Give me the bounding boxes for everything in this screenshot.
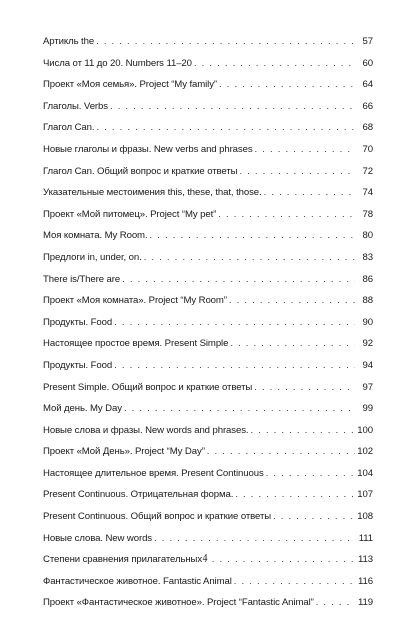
toc-entry-page: 107: [357, 489, 373, 501]
toc-leader-dots: [144, 252, 355, 263]
toc-entry-title: Настоящее длительное время. Present Continuous: [43, 467, 264, 479]
toc-entry: [43, 468, 373, 490]
toc-entry: [43, 122, 373, 144]
toc-entry-title: Настоящее простое время. Present Simple: [43, 338, 229, 350]
toc-leader-dots: [124, 403, 355, 414]
toc-leader-dots: [110, 101, 355, 112]
toc-entry: [43, 576, 373, 598]
toc-entry-title: Фантастическое животное. Fantastic Animal: [43, 575, 232, 587]
toc-leader-dots: [230, 338, 355, 349]
toc-leader-dots: [96, 36, 355, 47]
toc-entry-page: 70: [362, 143, 373, 155]
toc-entry-page: 99: [362, 403, 373, 415]
toc-entry-page: 116: [358, 575, 373, 587]
toc-entry-title: Проект «Мой питомец». Project “My pet”: [43, 208, 217, 220]
toc-entry: [43, 166, 373, 188]
toc-entry-page: 72: [362, 165, 373, 177]
toc-entry-title: Проект «Фантастическое животное». Project “Fantastic Animal”: [43, 597, 314, 609]
toc-leader-dots: [250, 425, 355, 436]
toc-entry: [43, 403, 373, 425]
toc-entry-title: Артикль the: [43, 36, 95, 47]
toc-entry-page: 64: [362, 79, 373, 91]
toc-leader-dots: [218, 209, 355, 220]
toc-entry-page: 66: [362, 100, 373, 112]
toc-entry-title: Новые слова. New words: [43, 532, 152, 544]
toc-leader-dots: [122, 274, 355, 285]
toc-entry-page: 92: [362, 338, 373, 350]
toc-leader-dots: [255, 144, 355, 155]
toc-entry-title: Проект «Мой День». Project “My Day”: [43, 446, 205, 458]
toc-leader-dots: [264, 187, 355, 198]
toc-entry: [43, 230, 373, 252]
toc-entry-page: 94: [362, 359, 373, 371]
page-number: 4: [202, 553, 208, 564]
toc-leader-dots: [194, 58, 355, 69]
toc-leader-dots: [266, 468, 355, 479]
toc-leader-dots: [234, 576, 355, 587]
toc-entry: [43, 58, 373, 80]
toc-entry-title: Продукты. Food: [43, 316, 113, 328]
toc-entry: [43, 597, 373, 619]
toc-entry: [43, 338, 373, 360]
toc-entry-title: Моя комната. My Room.: [43, 230, 148, 242]
toc-entry: [43, 274, 373, 296]
toc-entry-page: 57: [362, 36, 373, 47]
toc-entry: [43, 101, 373, 123]
toc-entry: [43, 360, 373, 382]
toc-entry-title: Новые глаголы и фразы. New verbs and phrases: [43, 143, 253, 155]
toc-leader-dots: [239, 166, 355, 177]
toc-leader-dots: [254, 382, 355, 393]
toc-entry-title: Проект «Моя семья». Project “My family”: [43, 79, 218, 91]
toc-entry: [43, 295, 373, 317]
toc-leader-dots: [114, 317, 355, 328]
toc-entry-title: Глагол Can.: [43, 122, 95, 134]
toc-entry-page: 100: [357, 424, 373, 436]
toc-entry-page: 108: [357, 511, 373, 523]
toc-entry-page: 68: [362, 122, 373, 134]
toc-entry-title: Present Continuous. Общий вопрос и краткие ответы: [43, 511, 272, 523]
toc-entry-title: Проект «Моя комната». Project “My Room”: [43, 295, 227, 307]
toc-entry: [43, 187, 373, 209]
toc-entry-page: 119: [358, 597, 373, 609]
toc-leader-dots: [154, 533, 355, 544]
toc-entry-title: Предлоги in, under, on.: [43, 251, 142, 263]
toc-entry-title: Числа от 11 до 20. Numbers 11–20: [43, 57, 192, 69]
toc-leader-dots: [273, 511, 355, 522]
toc-entry-page: 86: [362, 273, 373, 285]
toc-entry-title: Глагол Can. Общий вопрос и краткие ответы: [43, 165, 238, 177]
toc-entry: [43, 533, 373, 555]
toc-entry-page: 74: [362, 187, 373, 199]
toc-entry-title: Указательные местоимения this, these, that, those.: [43, 187, 262, 199]
toc-entry-page: 113: [358, 554, 373, 566]
toc-leader-dots: [235, 489, 355, 500]
toc-entry-page: 90: [362, 316, 373, 328]
toc-entry-title: Глаголы. Verbs: [43, 100, 108, 112]
toc-entry-page: 88: [362, 295, 373, 307]
toc-entry: [43, 511, 373, 533]
toc-leader-dots: [316, 597, 355, 608]
toc-leader-dots: [114, 360, 355, 371]
toc-entry-title: There is/There are: [43, 273, 121, 285]
toc-leader-dots: [207, 446, 355, 457]
toc-entry-title: Present Simple. Общий вопрос и краткие ответы: [43, 381, 253, 393]
toc-entry: [43, 489, 373, 511]
toc-entry-page: 111: [358, 532, 373, 544]
toc-entry-title: Степени сравнения прилагательных: [43, 554, 203, 566]
toc-entry-page: 80: [362, 230, 373, 242]
toc-entry-page: 102: [357, 446, 373, 458]
toc-entry-page: 97: [362, 381, 373, 393]
toc-leader-dots: [229, 295, 355, 306]
toc-entry-page: 104: [357, 467, 373, 479]
toc-entry: [43, 79, 373, 101]
toc-entry-title: Мой день. My Day: [43, 403, 122, 415]
toc-entry-title: Новые слова и фразы. New words and phrases.: [43, 424, 249, 436]
toc-entry: [43, 382, 373, 404]
toc-leader-dots: [96, 122, 355, 133]
toc-entry: [43, 144, 373, 166]
toc-entry-title: Продукты. Food: [43, 359, 113, 371]
toc-entry-page: 60: [362, 57, 373, 69]
toc-leader-dots: [219, 79, 355, 90]
toc-entry-page: 78: [362, 208, 373, 220]
toc-entry: [43, 425, 373, 447]
table-of-contents: [43, 36, 373, 619]
toc-leader-dots: [150, 230, 355, 241]
toc-entry: [43, 252, 373, 274]
toc-entry: [43, 317, 373, 339]
toc-entry: [43, 446, 373, 468]
toc-entry-page: 83: [362, 251, 373, 263]
toc-entry: [43, 36, 373, 58]
toc-entry: [43, 209, 373, 231]
toc-entry-title: Present Continuous. Отрицательная форма.: [43, 489, 234, 501]
